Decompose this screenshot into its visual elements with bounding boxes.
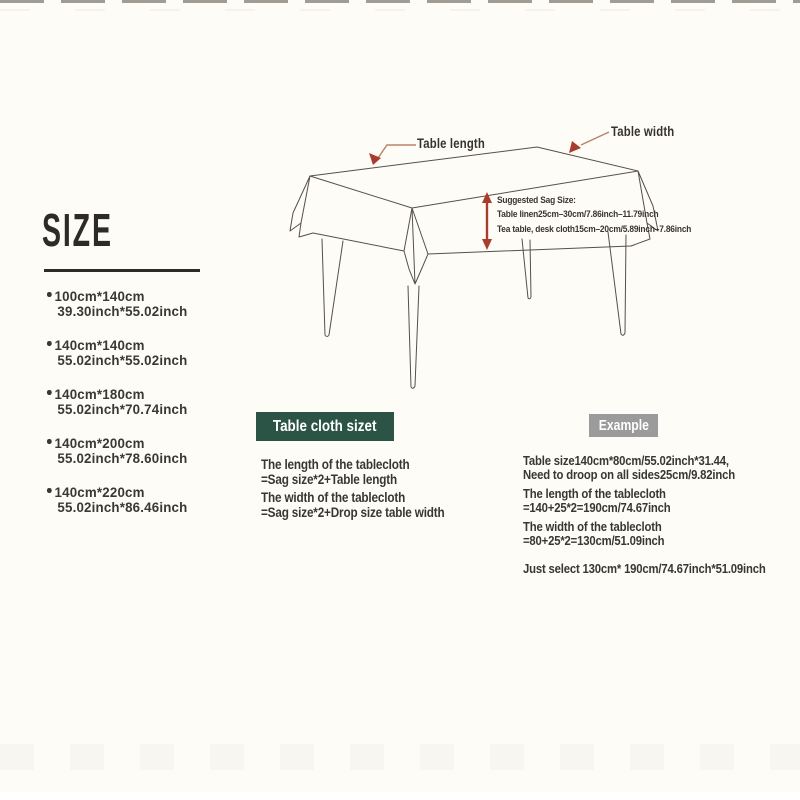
- example-intro-paragraph: [523, 454, 735, 482]
- sag-double-arrow-icon: [482, 192, 492, 250]
- size-cm: 140cm*140cm: [54, 337, 145, 353]
- sag-line-1: Table linen25cm–30cm/7.86inch–11.79inch: [497, 209, 659, 220]
- size-cm: 140cm*180cm: [54, 386, 145, 402]
- example-width-line-2: =80+25*2=130cm/51.09inch: [523, 532, 665, 548]
- size-heading: SIZE: [42, 204, 113, 256]
- formula-width-paragraph: [261, 490, 445, 520]
- bullet-icon: [47, 341, 51, 346]
- example-width-line-1: The width of the tablecloth: [523, 519, 662, 534]
- front-corner-drape: [404, 208, 428, 284]
- width-arrowhead-icon: [569, 141, 581, 153]
- tablecloth-size-heading-text: Table cloth sizet: [273, 417, 377, 435]
- formula-length-line-1: The length of the tablecloth: [261, 457, 410, 472]
- formula-length-paragraph: [261, 457, 409, 487]
- size-inch: 55.02inch*86.46inch: [57, 498, 188, 515]
- size-inch: 55.02inch*70.74inch: [57, 400, 188, 417]
- formula-length-line-2: =Sag size*2+Table length: [261, 472, 397, 488]
- tablecloth-size-heading-badge: [256, 412, 394, 441]
- formula-width-line-2: =Sag size*2+Drop size table width: [261, 505, 445, 521]
- front-left-leg: [322, 239, 343, 337]
- size-inch: 55.02inch*55.02inch: [57, 351, 188, 368]
- bullet-icon: [47, 488, 51, 493]
- left-corner-drape: [290, 176, 313, 237]
- size-inch: 55.02inch*78.60inch: [57, 449, 188, 466]
- example-conclusion: Just select 130cm* 190cm/74.67inch*51.09inch: [523, 561, 766, 576]
- sag-line-2: Tea table, desk cloth15cm–20cm/5.89inch–7.86inch: [497, 223, 692, 234]
- formula-width-line-1: The width of the tablecloth: [261, 490, 406, 505]
- length-leader-line: [378, 145, 416, 158]
- back-middle-leg: [522, 239, 531, 299]
- bullet-icon: [47, 292, 51, 297]
- size-cm: 140cm*220cm: [54, 484, 145, 500]
- width-leader-line: [581, 132, 609, 145]
- table-width-label: Table width: [611, 124, 675, 139]
- size-list-item: [46, 338, 187, 367]
- example-heading-text: Example: [598, 417, 649, 434]
- front-left-hem: [313, 233, 404, 251]
- example-length-line-1: The length of the tablecloth: [523, 486, 666, 501]
- table-length-label: Table length: [417, 136, 485, 151]
- size-cm: 140cm*200cm: [54, 435, 145, 451]
- table-legs: [322, 232, 626, 388]
- sag-title: Suggested Sag Size:: [497, 195, 576, 205]
- example-intro-line-1: Table size140cm*80cm/55.02inch*31.44,: [523, 453, 729, 468]
- size-list-item: [46, 289, 187, 318]
- example-heading-badge: [589, 414, 658, 437]
- front-right-hem: [428, 246, 631, 254]
- size-list-item: [46, 436, 187, 465]
- length-arrowhead-icon: [369, 153, 381, 165]
- bullet-icon: [47, 439, 51, 444]
- example-width-paragraph: [523, 520, 664, 548]
- right-leg: [608, 232, 626, 335]
- bullet-icon: [47, 390, 51, 395]
- example-length-line-2: =140+25*2=190cm/74.67inch: [523, 499, 671, 515]
- size-heading-underline: [44, 269, 200, 272]
- size-inch: 39.30inch*55.02inch: [57, 302, 188, 319]
- size-list-item: [46, 387, 187, 416]
- example-intro-line-2: Need to droop on all sides25cm/9.82inch: [523, 466, 735, 482]
- size-cm: 100cm*140cm: [54, 288, 145, 304]
- example-length-paragraph: [523, 487, 671, 515]
- sag-size-note: [497, 193, 691, 236]
- front-center-leg: [408, 286, 419, 388]
- size-list-item: [46, 485, 187, 514]
